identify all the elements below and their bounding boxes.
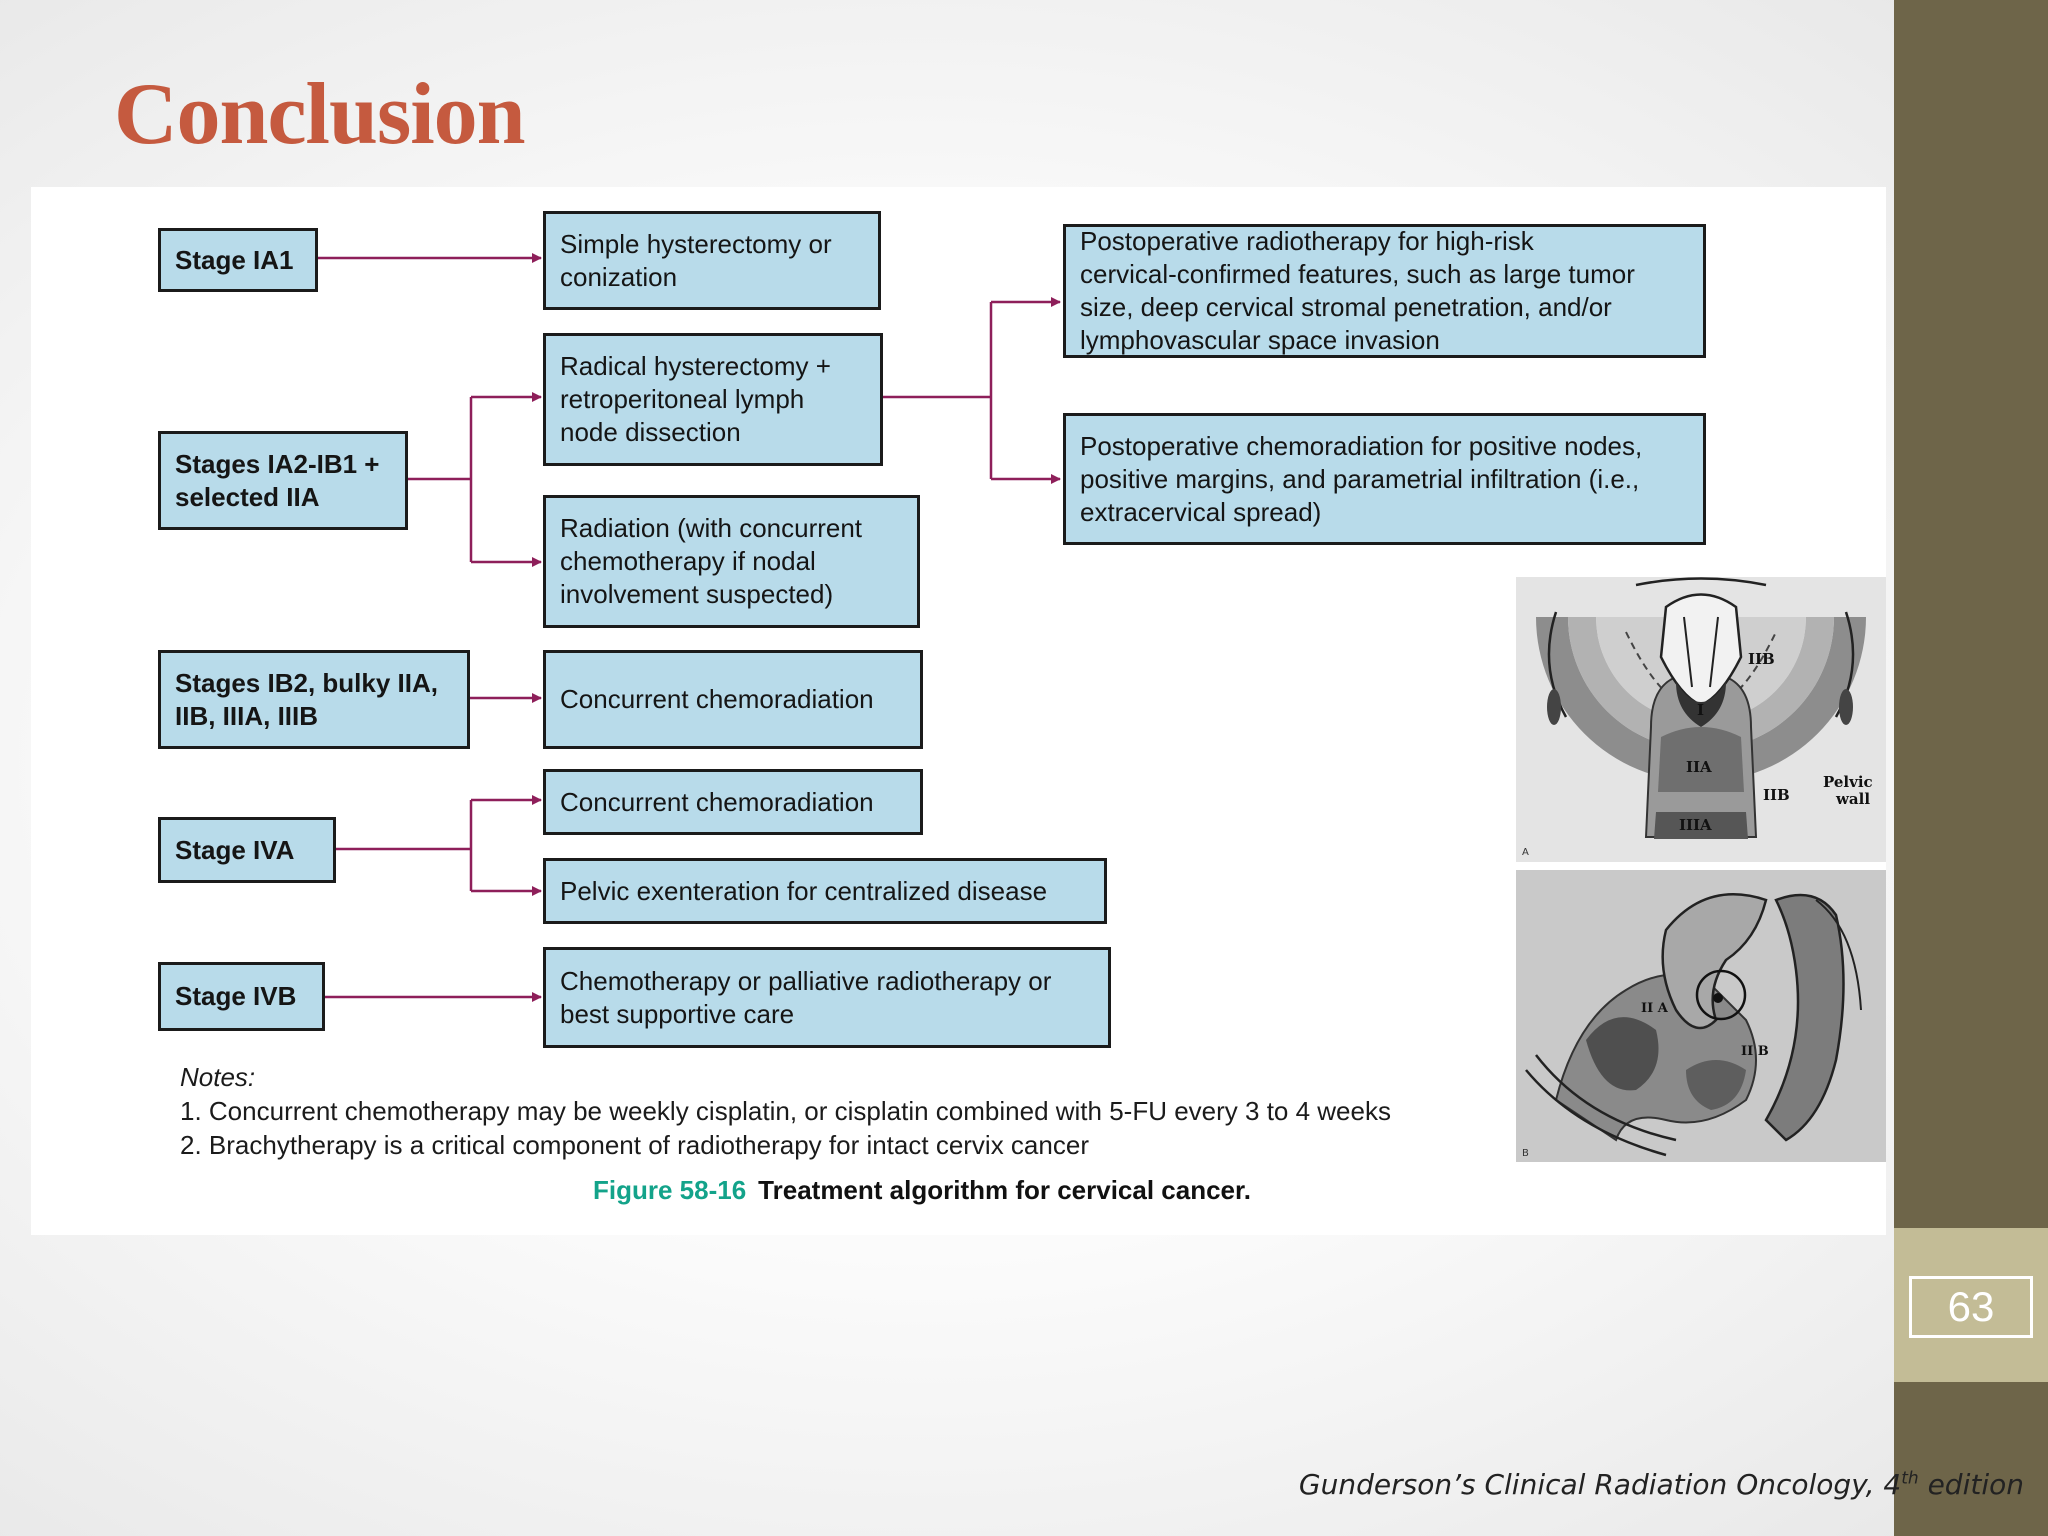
figure-caption-text: Treatment algorithm for cervical cancer. [758, 1175, 1251, 1205]
anatomy-sagittal-illustration [1516, 870, 1886, 1162]
stage-ivb-box [158, 962, 325, 1031]
simple-hysterectomy-box [543, 211, 881, 310]
box-line: Chemotherapy or palliative radiotherapy or [560, 965, 1052, 996]
notes-header: Notes: [180, 1062, 256, 1092]
box-line: Postoperative chemoradiation for positive nodes, [1080, 430, 1643, 461]
concurrent-chemoradiation-box-2 [543, 769, 923, 835]
box-line: retroperitoneal lymph [560, 384, 805, 414]
citation-text: Gunderson’s Clinical Radiation Oncology, 4 [1298, 1468, 1902, 1501]
box-line: IIB, IIIA, IIIB [175, 700, 319, 731]
stage-ia2-ib1-box [158, 431, 408, 530]
box-line: Stages IA2-IB1 + [175, 448, 380, 479]
box-line: Concurrent chemoradiation [560, 786, 874, 817]
box-line: size, deep cervical stromal penetration, and/or [1080, 292, 1612, 322]
label-sag-ii-a: II A [1641, 1001, 1668, 1016]
box-line: extracervical spread) [1080, 496, 1322, 527]
page-number: 63 [1909, 1276, 2033, 1338]
note-item: 2. Brachytherapy is a critical component of radiotherapy for intact cervix cancer [180, 1130, 1089, 1160]
box-line: Stage IVB [175, 981, 297, 1011]
figure-caption [593, 1175, 1251, 1206]
label-iiia: IIIA [1679, 816, 1712, 834]
postop-radiotherapy-box [1063, 224, 1706, 358]
label-iib-right: IIB [1763, 786, 1790, 804]
box-line: selected IIA [175, 481, 320, 512]
label-sag-ii-b: II B [1741, 1044, 1769, 1059]
box-line: lymphovascular space invasion [1080, 325, 1440, 355]
pelvic-exenteration-box [543, 858, 1107, 924]
box-line: Stages IB2, bulky IIA, [175, 667, 438, 698]
box-line: Pelvic exenteration for centralized disease [560, 875, 1048, 906]
source-citation [1299, 1468, 2024, 1501]
stage-ia1-box [158, 228, 318, 292]
box-line: node dissection [560, 417, 741, 447]
box-line: cervical-confirmed features, such as large tumor [1080, 259, 1635, 289]
box-line: involvement suspected) [560, 579, 834, 609]
citation-suffix: edition [1918, 1468, 2024, 1501]
box-line: Concurrent chemoradiation [560, 684, 874, 714]
note-item: 1. Concurrent chemotherapy may be weekly cisplatin, or cisplatin combined with 5-FU every 3 to 4 weeks [180, 1096, 1391, 1126]
box-line: Radiation (with concurrent [560, 513, 863, 543]
treatment-algorithm-figure [31, 187, 1886, 1235]
stage-iva-box [158, 817, 336, 883]
slide-title: Conclusion [114, 66, 525, 163]
stage-ib2-box [158, 650, 470, 749]
radiation-box [543, 495, 920, 628]
label-i: I [1697, 701, 1705, 719]
anatomy-coronal-illustration [1516, 577, 1886, 862]
panel-label-a: A [1522, 847, 1529, 858]
label-pelvic: Pelvic [1823, 773, 1873, 791]
label-iia: IIA [1686, 758, 1712, 776]
palliative-care-box [543, 947, 1111, 1048]
box-line: Stage IA1 [175, 244, 294, 275]
citation-superscript: th [1901, 1468, 1919, 1489]
box-line: positive margins, and parametrial infiltration (i.e., [1080, 463, 1640, 494]
box-line: Stage IVA [175, 834, 295, 865]
box-line: best supportive care [560, 998, 795, 1029]
box-line: chemotherapy if nodal [560, 546, 816, 576]
box-line: Postoperative radiotherapy for high-risk [1080, 226, 1534, 256]
label-iib-left: IIB [1748, 650, 1775, 668]
notes-block [180, 1060, 1510, 1162]
concurrent-chemoradiation-box-1 [543, 650, 923, 749]
box-line: conization [560, 261, 678, 292]
label-wall-text: wall [1836, 790, 1871, 808]
figure-number: Figure 58-16 [593, 1175, 747, 1205]
box-line: Radical hysterectomy + [560, 351, 831, 381]
radical-hysterectomy-box [543, 333, 883, 466]
panel-label-b: B [1522, 1148, 1529, 1159]
box-line: Simple hysterectomy or [560, 228, 832, 259]
postop-chemoradiation-box [1063, 413, 1706, 545]
